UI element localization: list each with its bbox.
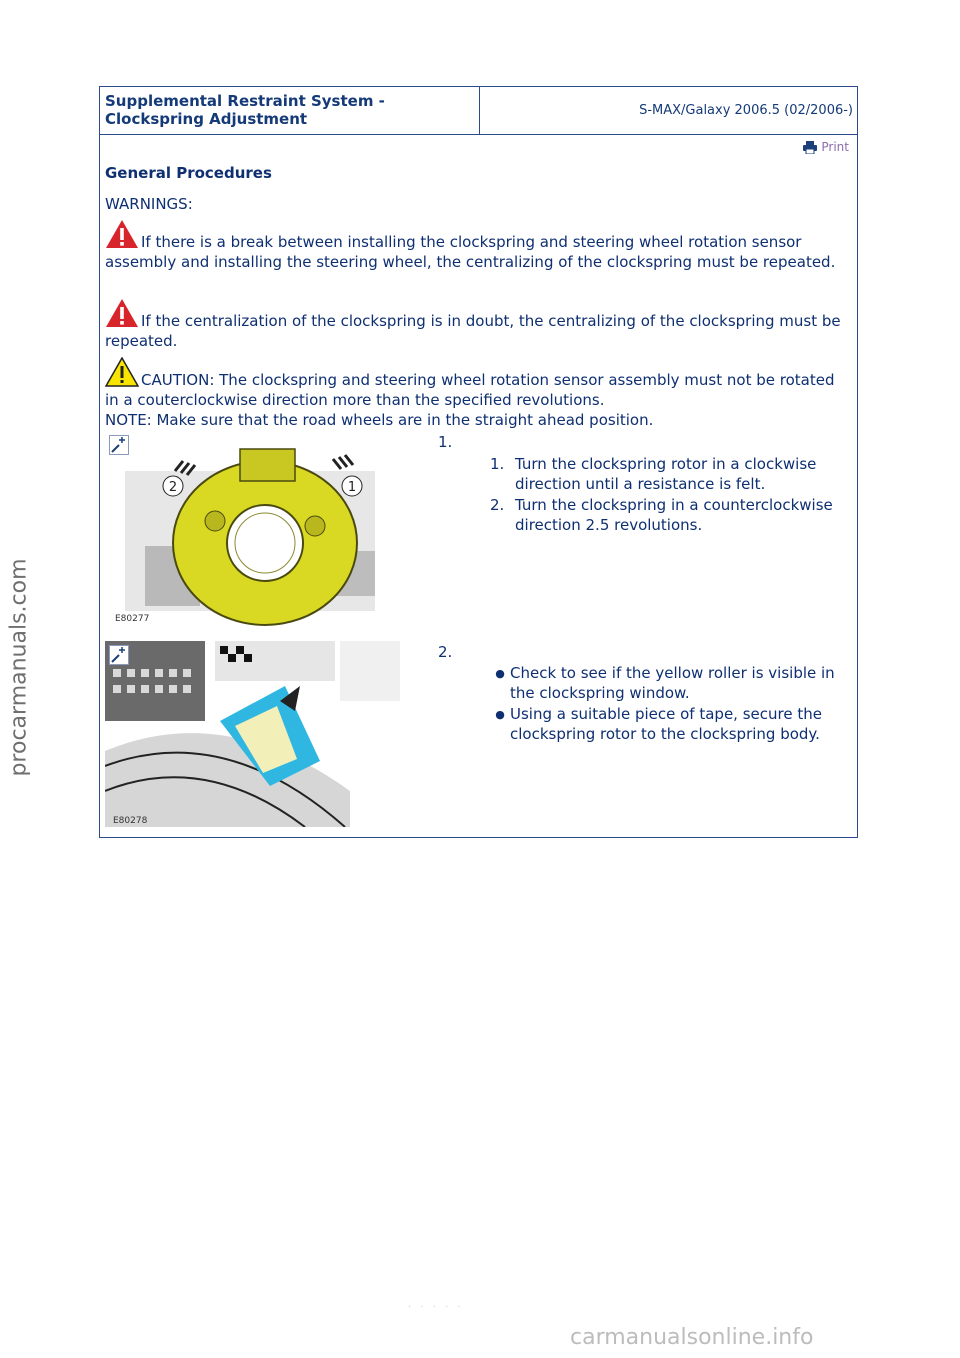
caution-icon	[105, 357, 139, 387]
section-title: General Procedures	[105, 164, 272, 182]
footer-watermark: carmanualsonline.info	[570, 1325, 814, 1350]
zoom-icon[interactable]	[109, 435, 129, 455]
substep-number: 1.	[490, 455, 505, 473]
substep-text: Turn the clockspring rotor in a clockwise direction until a resistance is felt.	[515, 455, 817, 493]
callout-2: 2	[168, 480, 178, 495]
model-label: S-MAX/Galaxy 2006.5 (02/2006-)	[639, 103, 853, 118]
warning-1	[105, 219, 845, 272]
image-code: E80278	[113, 816, 148, 826]
side-watermark	[6, 560, 36, 780]
substep	[490, 454, 860, 494]
substep-number: 2.	[490, 496, 505, 514]
caution-text: CAUTION: The clockspring and steering wheel rotation sensor assembly must not be rotated in a couterclockwise direction more than the specified revolutions.	[105, 371, 835, 409]
header-bar	[100, 87, 857, 135]
image-code: E80277	[115, 614, 150, 624]
warning-1-text: If there is a break between installing the clockspring and steering wheel rotation sensor assembly and installing the steering wheel, the centralizing of the clockspring must be repeated.	[105, 233, 836, 271]
step-1-number: 1.	[438, 433, 453, 451]
step-2-bullets	[490, 663, 860, 745]
bullet-icon: ●	[495, 708, 505, 721]
step-1-image[interactable]	[105, 431, 400, 626]
footer-dots: · · · · ·	[408, 1302, 464, 1313]
title-line-1: Supplemental Restraint System -	[105, 92, 385, 110]
warnings-label: WARNINGS:	[105, 195, 193, 213]
step-2-image[interactable]	[105, 641, 400, 827]
zoom-icon[interactable]	[109, 645, 129, 665]
printer-icon	[803, 141, 817, 154]
side-watermark-text: procarmanuals.com	[6, 558, 32, 777]
warning-icon	[105, 219, 139, 249]
warning-icon	[105, 298, 139, 328]
title-line-2: Clockspring Adjustment	[105, 110, 308, 128]
substep	[490, 495, 860, 535]
bullet-item	[490, 663, 860, 703]
document-frame	[99, 86, 858, 838]
substep-text: Turn the clockspring in a counterclockwise direction 2.5 revolutions.	[515, 496, 833, 534]
step-1-substeps	[490, 454, 860, 536]
print-label: Print	[821, 140, 849, 154]
bullet-text: Using a suitable piece of tape, secure the clockspring rotor to the clockspring body.	[510, 705, 822, 743]
note-text: NOTE: Make sure that the road wheels are in the straight ahead position.	[105, 411, 654, 429]
warning-2-text: If the centralization of the clockspring is in doubt, the centralizing of the clockspring must be repeated.	[105, 312, 841, 350]
caution-block	[105, 357, 845, 430]
clockspring-illustration	[105, 431, 400, 626]
page-title	[100, 87, 480, 134]
bullet-item	[490, 704, 860, 744]
warning-2	[105, 298, 845, 351]
bullet-text: Check to see if the yellow roller is visible in the clockspring window.	[510, 664, 835, 702]
step-2-number: 2.	[438, 643, 453, 661]
bullet-icon: ●	[495, 667, 505, 680]
clockspring-window-illustration	[105, 641, 400, 827]
print-button[interactable]	[803, 140, 849, 154]
callout-1: 1	[347, 480, 357, 495]
